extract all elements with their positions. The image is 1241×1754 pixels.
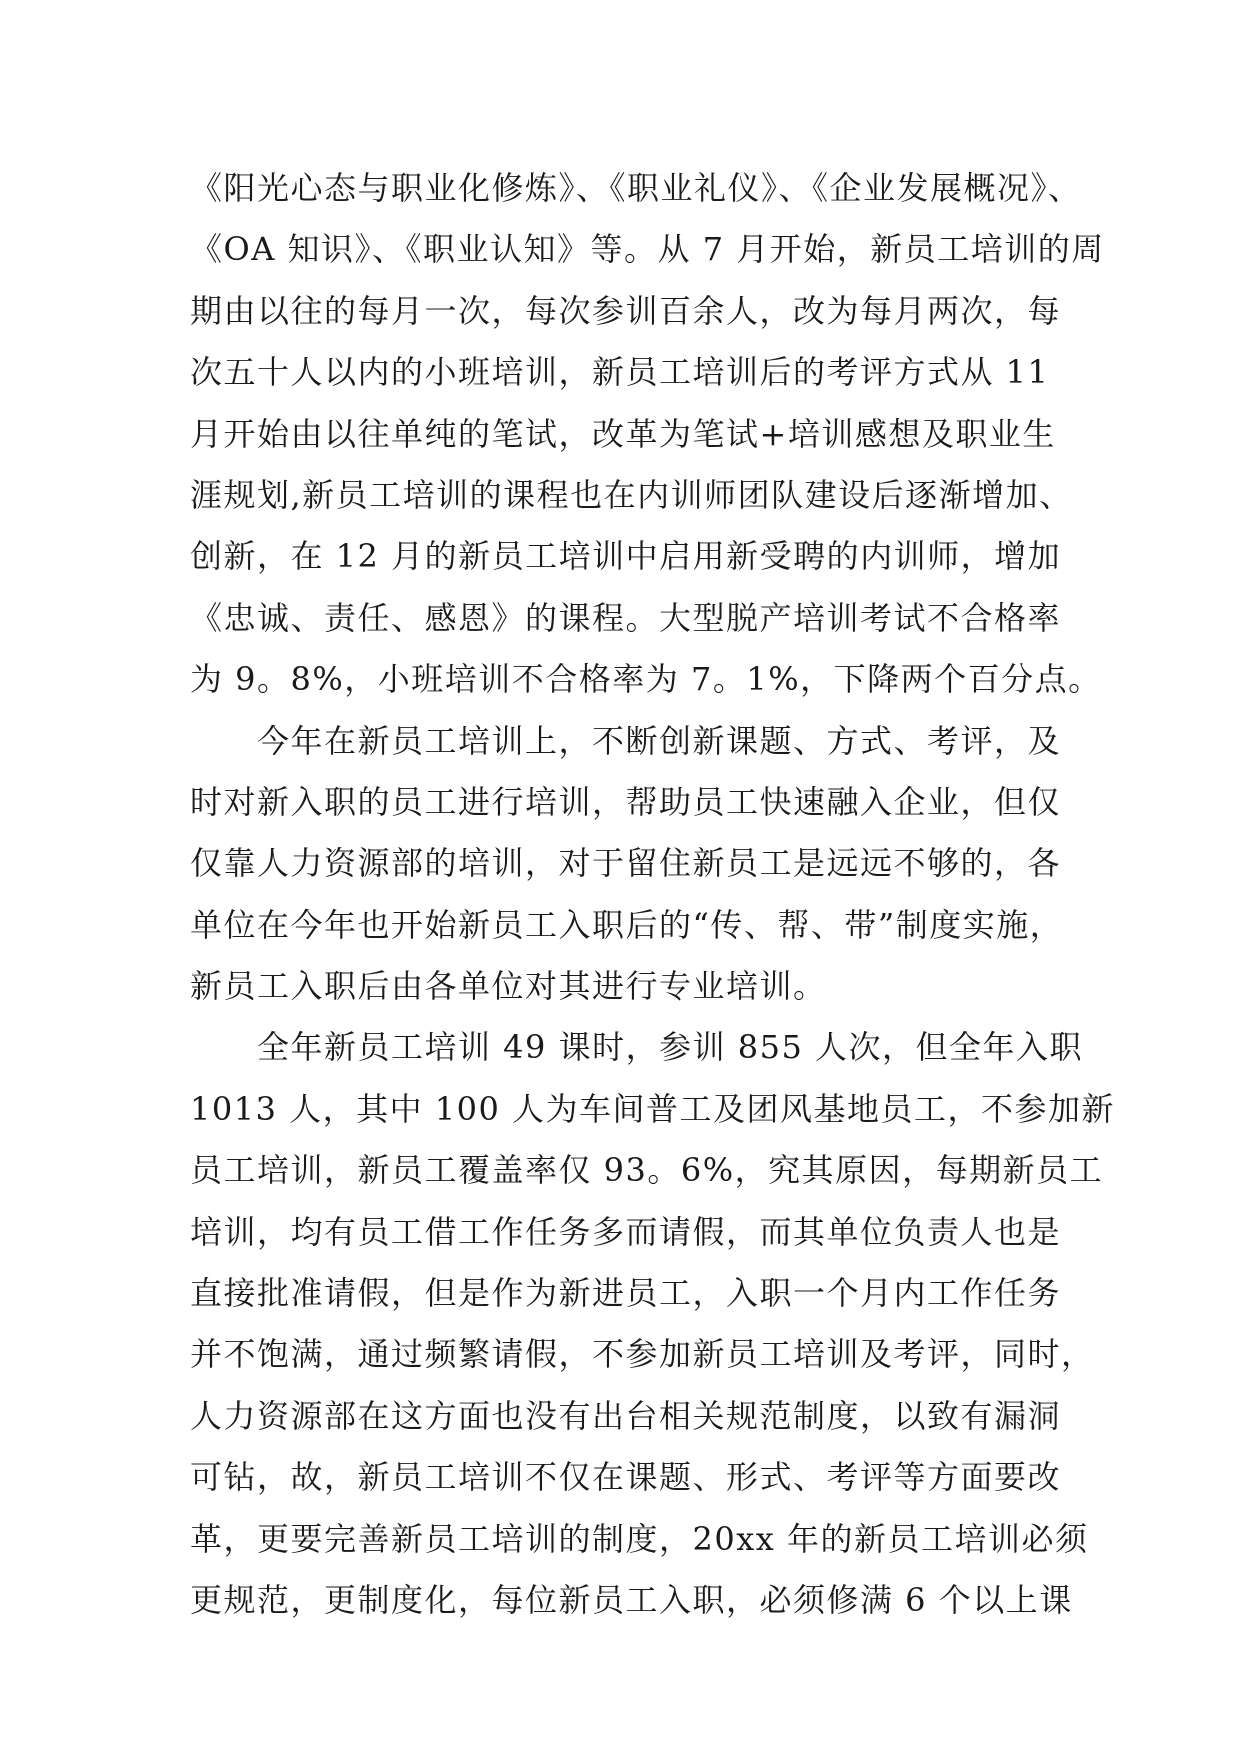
text-line: 时对新入职的员工进行培训，帮助员工快速融入企业，但仅 bbox=[190, 782, 1062, 821]
text-line: 新员工入职后由各单位对其进行专业培训。 bbox=[190, 967, 827, 1006]
text-line: 仅靠人力资源部的培训，对于留住新员工是远远不够的，各 bbox=[190, 844, 1062, 883]
text-line: 并不饱满，通过频繁请假，不参加新员工培训及考评，同时， bbox=[190, 1335, 1095, 1374]
text-line: 员工培训，新员工覆盖率仅 93。6%，究其原因，每期新员工 bbox=[190, 1151, 1104, 1190]
text-line: 创新，在 12 月的新员工培训中启用新受聘的内训师，增加 bbox=[190, 537, 1062, 576]
text-line: 人力资源部在这方面也没有出台相关规范制度，以致有漏洞 bbox=[190, 1396, 1062, 1435]
text-line: 全年新员工培训 49 课时，参训 855 人次，但全年入职 bbox=[190, 1028, 1083, 1067]
text-line: 《阳光心态与职业化修炼》、《职业礼仪》、《企业发展概况》、 bbox=[190, 169, 1082, 207]
text-line: 1013 人，其中 100 人为车间普工及团风基地员工，不参加新 bbox=[190, 1089, 1116, 1128]
body-text bbox=[190, 158, 1116, 1631]
text-line: 《忠诚、责任、感恩》的课程。大型脱产培训考试不合格率 bbox=[190, 598, 1062, 637]
text-line: 次五十人以内的小班培训，新员工培训后的考评方式从 11 bbox=[190, 353, 1050, 392]
text-line: 直接批准请假，但是作为新进员工，入职一个月内工作任务 bbox=[190, 1274, 1062, 1313]
text-line: 为 9。8%，小班培训不合格率为 7。1%，下降两个百分点。 bbox=[190, 660, 1102, 699]
text-line: 《OA 知识》、《职业认知》等。从 7 月开始，新员工培训的周 bbox=[190, 230, 1105, 269]
text-line: 涯规划,新员工培训的课程也在内训师团队建设后逐渐增加、 bbox=[190, 475, 1073, 514]
text-line: 更规范，更制度化，每位新员工入职，必须修满 6 个以上课 bbox=[190, 1580, 1073, 1619]
text-line: 今年在新员工培训上，不断创新课题、方式、考评，及 bbox=[190, 721, 1062, 760]
text-line: 可钻，故，新员工培训不仅在课题、形式、考评等方面要改 bbox=[190, 1458, 1062, 1497]
text-line: 期由以往的每月一次，每次参训百余人，改为每月两次，每 bbox=[190, 291, 1062, 330]
text-line: 月开始由以往单纯的笔试，改革为笔试+培训感想及职业生 bbox=[190, 414, 1056, 453]
text-line: 革，更要完善新员工培训的制度，20xx 年的新员工培训必须 bbox=[190, 1519, 1089, 1558]
text-line: 培训，均有员工借工作任务多而请假，而其单位负责人也是 bbox=[190, 1212, 1062, 1251]
text-line: 单位在今年也开始新员工入职后的“传、帮、带”制度实施， bbox=[190, 905, 1064, 944]
